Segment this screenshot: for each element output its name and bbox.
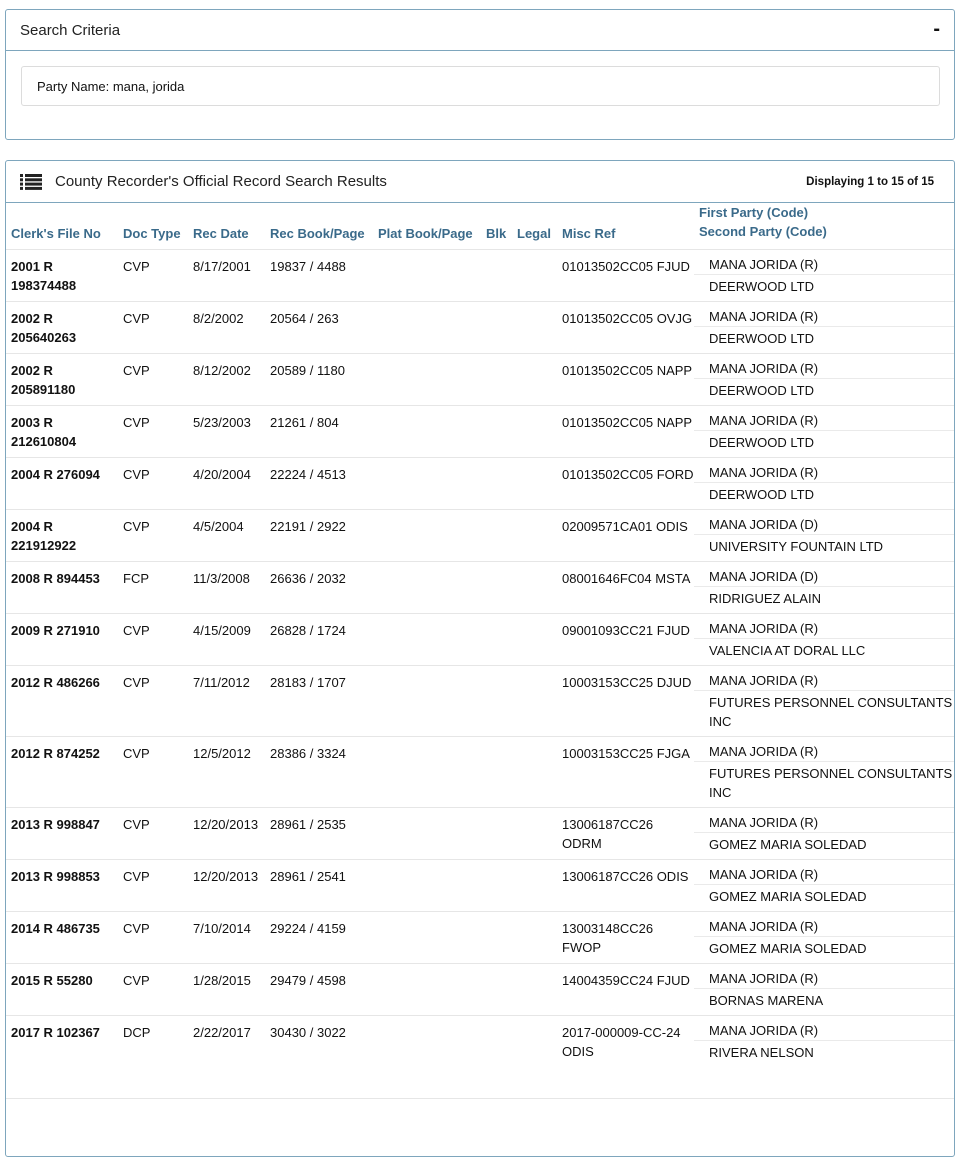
rec-book-cell: 28961 / 2535 [265, 808, 373, 860]
blk-cell [481, 302, 512, 354]
table-row[interactable] [6, 406, 954, 458]
search-results-header [6, 161, 954, 203]
file-no-cell[interactable]: 2013 R 998853 [6, 860, 118, 912]
rec-date-cell: 4/15/2009 [188, 614, 265, 666]
parties-cell [694, 1016, 954, 1068]
blk-cell [481, 808, 512, 860]
doc-type-cell: CVP [118, 666, 188, 737]
plat-book-cell [373, 808, 481, 860]
table-row[interactable] [6, 737, 954, 808]
misc-ref-cell: 10003153CC25 FJGA [557, 737, 694, 808]
file-no-cell[interactable]: 2013 R 998847 [6, 808, 118, 860]
table-footer-divider [6, 1098, 954, 1099]
results-title: County Recorder's Official Record Search Results [55, 173, 387, 190]
blk-cell [481, 614, 512, 666]
blk-cell [481, 406, 512, 458]
plat-book-cell [373, 510, 481, 562]
doc-type-cell: CVP [118, 510, 188, 562]
search-results-panel [5, 160, 955, 1157]
file-no-cell[interactable]: 2009 R 271910 [6, 614, 118, 666]
parties-cell [694, 354, 954, 406]
doc-type-cell: CVP [118, 302, 188, 354]
misc-ref-cell: 14004359CC24 FJUD [557, 964, 694, 1016]
second-party: GOMEZ MARIA SOLEDAD [709, 941, 867, 956]
rec-book-cell: 28961 / 2541 [265, 860, 373, 912]
plat-book-cell [373, 614, 481, 666]
rec-date-cell: 8/17/2001 [188, 250, 265, 302]
misc-ref-cell: 01013502CC05 OVJG [557, 302, 694, 354]
parties-cell [694, 406, 954, 458]
second-party: GOMEZ MARIA SOLEDAD [709, 889, 867, 904]
rec-date-cell: 12/5/2012 [188, 737, 265, 808]
first-party: MANA JORIDA (R) [694, 255, 954, 275]
first-party: MANA JORIDA (R) [694, 917, 954, 937]
table-row[interactable] [6, 614, 954, 666]
first-party: MANA JORIDA (R) [694, 307, 954, 327]
plat-book-cell [373, 964, 481, 1016]
plat-book-cell [373, 562, 481, 614]
rec-book-cell: 28386 / 3324 [265, 737, 373, 808]
file-no-cell[interactable]: 2015 R 55280 [6, 964, 118, 1016]
first-party: MANA JORIDA (R) [694, 619, 954, 639]
rec-book-cell: 29479 / 4598 [265, 964, 373, 1016]
parties-cell [694, 666, 954, 737]
collapse-button[interactable]: - [933, 18, 940, 40]
parties-cell [694, 614, 954, 666]
legal-cell [512, 562, 557, 614]
plat-book-cell [373, 860, 481, 912]
column-header-doc-type[interactable]: Doc Type [123, 226, 181, 241]
blk-cell [481, 912, 512, 964]
file-no-cell[interactable]: 2008 R 894453 [6, 562, 118, 614]
table-row[interactable] [6, 250, 954, 302]
second-party: VALENCIA AT DORAL LLC [709, 643, 866, 658]
file-no-cell[interactable]: 2012 R 486266 [6, 666, 118, 737]
column-header-rec-book[interactable]: Rec Book/Page [270, 226, 365, 241]
file-no-cell[interactable]: 2001 R 198374488 [6, 250, 118, 302]
column-header-first-party[interactable]: First Party (Code) [699, 205, 809, 220]
file-no-cell[interactable]: 2014 R 486735 [6, 912, 118, 964]
parties-cell [694, 912, 954, 964]
parties-cell [694, 737, 954, 808]
blk-cell [481, 562, 512, 614]
search-criteria-header[interactable] [6, 10, 954, 51]
second-party: DEERWOOD LTD [709, 487, 814, 502]
rec-book-cell: 21261 / 804 [265, 406, 373, 458]
column-header-parties[interactable] [694, 203, 954, 250]
results-count: Displaying 1 to 15 of 15 [806, 175, 934, 188]
second-party: DEERWOOD LTD [709, 279, 814, 294]
legal-cell [512, 808, 557, 860]
results-body [6, 250, 954, 1068]
blk-cell [481, 1016, 512, 1068]
first-party: MANA JORIDA (R) [694, 463, 954, 483]
doc-type-cell: CVP [118, 912, 188, 964]
file-no-cell[interactable]: 2004 R 221912922 [6, 510, 118, 562]
file-no-cell[interactable]: 2004 R 276094 [6, 458, 118, 510]
file-no-cell[interactable]: 2003 R 212610804 [6, 406, 118, 458]
column-header-second-party[interactable]: Second Party (Code) [699, 224, 827, 239]
rec-date-cell: 7/10/2014 [188, 912, 265, 964]
first-party: MANA JORIDA (R) [694, 1021, 954, 1041]
plat-book-cell [373, 737, 481, 808]
table-row[interactable] [6, 912, 954, 964]
misc-ref-cell: 13006187CC26 ODRM [557, 808, 694, 860]
parties-cell [694, 302, 954, 354]
rec-date-cell: 4/5/2004 [188, 510, 265, 562]
misc-ref-cell: 01013502CC05 FJUD [557, 250, 694, 302]
blk-cell [481, 737, 512, 808]
doc-type-cell: CVP [118, 250, 188, 302]
legal-cell [512, 1016, 557, 1068]
doc-type-cell: CVP [118, 964, 188, 1016]
column-header-file-no[interactable]: Clerk's File No [11, 226, 101, 241]
rec-book-cell: 26828 / 1724 [265, 614, 373, 666]
rec-date-cell: 1/28/2015 [188, 964, 265, 1016]
legal-cell [512, 458, 557, 510]
column-header-legal[interactable]: Legal [517, 226, 551, 241]
party-name-criteria: Party Name: mana, jorida [21, 66, 940, 106]
table-row[interactable] [6, 808, 954, 860]
parties-cell [694, 860, 954, 912]
blk-cell [481, 860, 512, 912]
blk-cell [481, 510, 512, 562]
search-criteria-panel [5, 9, 955, 140]
misc-ref-cell: 01013502CC05 FORD [557, 458, 694, 510]
table-header-row [6, 203, 954, 250]
misc-ref-cell: 10003153CC25 DJUD [557, 666, 694, 737]
legal-cell [512, 860, 557, 912]
misc-ref-cell: 2017-000009-CC-24 ODIS [557, 1016, 694, 1068]
second-party: RIDRIGUEZ ALAIN [709, 591, 821, 606]
parties-cell [694, 808, 954, 860]
table-row[interactable] [6, 666, 954, 737]
first-party: MANA JORIDA (D) [694, 515, 954, 535]
doc-type-cell: CVP [118, 354, 188, 406]
table-row[interactable] [6, 302, 954, 354]
blk-cell [481, 964, 512, 1016]
column-header-misc-ref[interactable]: Misc Ref [562, 226, 616, 241]
plat-book-cell [373, 250, 481, 302]
rec-book-cell: 26636 / 2032 [265, 562, 373, 614]
misc-ref-cell: 13006187CC26 ODIS [557, 860, 694, 912]
rec-date-cell: 2/22/2017 [188, 1016, 265, 1068]
doc-type-cell: CVP [118, 860, 188, 912]
parties-cell [694, 458, 954, 510]
blk-cell [481, 354, 512, 406]
first-party: MANA JORIDA (R) [694, 411, 954, 431]
legal-cell [512, 666, 557, 737]
rec-date-cell: 7/11/2012 [188, 666, 265, 737]
table-row[interactable] [6, 510, 954, 562]
rec-date-cell: 8/12/2002 [188, 354, 265, 406]
legal-cell [512, 302, 557, 354]
rec-book-cell: 19837 / 4488 [265, 250, 373, 302]
second-party: DEERWOOD LTD [709, 383, 814, 398]
plat-book-cell [373, 354, 481, 406]
rec-date-cell: 12/20/2013 [188, 808, 265, 860]
doc-type-cell: CVP [118, 614, 188, 666]
legal-cell [512, 510, 557, 562]
plat-book-cell [373, 458, 481, 510]
table-row[interactable] [6, 458, 954, 510]
rec-date-cell: 5/23/2003 [188, 406, 265, 458]
legal-cell [512, 406, 557, 458]
misc-ref-cell: 01013502CC05 NAPP [557, 354, 694, 406]
search-criteria-title: Search Criteria [20, 21, 121, 39]
doc-type-cell: FCP [118, 562, 188, 614]
second-party: BORNAS MARENA [709, 993, 824, 1008]
column-header-plat-book[interactable]: Plat Book/Page [378, 226, 473, 241]
legal-cell [512, 250, 557, 302]
misc-ref-cell: 13003148CC26 FWOP [557, 912, 694, 964]
table-row[interactable] [6, 1016, 954, 1068]
plat-book-cell [373, 406, 481, 458]
doc-type-cell: CVP [118, 406, 188, 458]
parties-cell [694, 964, 954, 1016]
second-party: GOMEZ MARIA SOLEDAD [709, 837, 867, 852]
doc-type-cell: CVP [118, 458, 188, 510]
table-row[interactable] [6, 860, 954, 912]
plat-book-cell [373, 666, 481, 737]
doc-type-cell: DCP [118, 1016, 188, 1068]
misc-ref-cell: 09001093CC21 FJUD [557, 614, 694, 666]
second-party: UNIVERSITY FOUNTAIN LTD [709, 539, 884, 554]
list-icon [20, 174, 42, 190]
first-party: MANA JORIDA (R) [694, 813, 954, 833]
rec-date-cell: 11/3/2008 [188, 562, 265, 614]
rec-book-cell: 22224 / 4513 [265, 458, 373, 510]
file-no-cell[interactable]: 2012 R 874252 [6, 737, 118, 808]
parties-cell [694, 562, 954, 614]
legal-cell [512, 912, 557, 964]
misc-ref-cell: 08001646FC04 MSTA [557, 562, 694, 614]
blk-cell [481, 666, 512, 737]
second-party: RIVERA NELSON [709, 1045, 814, 1060]
rec-date-cell: 4/20/2004 [188, 458, 265, 510]
results-table [6, 203, 954, 1067]
second-party: FUTURES PERSONNEL CONSULTANTS INC [709, 695, 953, 729]
table-row[interactable] [6, 354, 954, 406]
rec-date-cell: 8/2/2002 [188, 302, 265, 354]
first-party: MANA JORIDA (R) [694, 969, 954, 989]
table-row[interactable] [6, 964, 954, 1016]
plat-book-cell [373, 1016, 481, 1068]
doc-type-cell: CVP [118, 737, 188, 808]
blk-cell [481, 458, 512, 510]
file-no-cell[interactable]: 2017 R 102367 [6, 1016, 118, 1068]
doc-type-cell: CVP [118, 808, 188, 860]
parties-cell [694, 510, 954, 562]
second-party: FUTURES PERSONNEL CONSULTANTS INC [709, 766, 953, 800]
rec-book-cell: 22191 / 2922 [265, 510, 373, 562]
table-row[interactable] [6, 562, 954, 614]
rec-book-cell: 20589 / 1180 [265, 354, 373, 406]
plat-book-cell [373, 302, 481, 354]
first-party: MANA JORIDA (R) [694, 671, 954, 691]
legal-cell [512, 614, 557, 666]
rec-book-cell: 28183 / 1707 [265, 666, 373, 737]
first-party: MANA JORIDA (R) [694, 865, 954, 885]
misc-ref-cell: 02009571CA01 ODIS [557, 510, 694, 562]
plat-book-cell [373, 912, 481, 964]
second-party: DEERWOOD LTD [709, 331, 814, 346]
legal-cell [512, 737, 557, 808]
rec-book-cell: 20564 / 263 [265, 302, 373, 354]
rec-date-cell: 12/20/2013 [188, 860, 265, 912]
first-party: MANA JORIDA (R) [694, 359, 954, 379]
legal-cell [512, 354, 557, 406]
parties-cell [694, 250, 954, 302]
second-party: DEERWOOD LTD [709, 435, 814, 450]
first-party: MANA JORIDA (D) [694, 567, 954, 587]
file-no-cell[interactable]: 2002 R 205891180 [6, 354, 118, 406]
legal-cell [512, 964, 557, 1016]
file-no-cell[interactable]: 2002 R 205640263 [6, 302, 118, 354]
first-party: MANA JORIDA (R) [694, 742, 954, 762]
blk-cell [481, 250, 512, 302]
misc-ref-cell: 01013502CC05 NAPP [557, 406, 694, 458]
column-header-rec-date[interactable]: Rec Date [193, 226, 249, 241]
rec-book-cell: 30430 / 3022 [265, 1016, 373, 1068]
rec-book-cell: 29224 / 4159 [265, 912, 373, 964]
column-header-blk[interactable]: Blk [486, 226, 507, 241]
